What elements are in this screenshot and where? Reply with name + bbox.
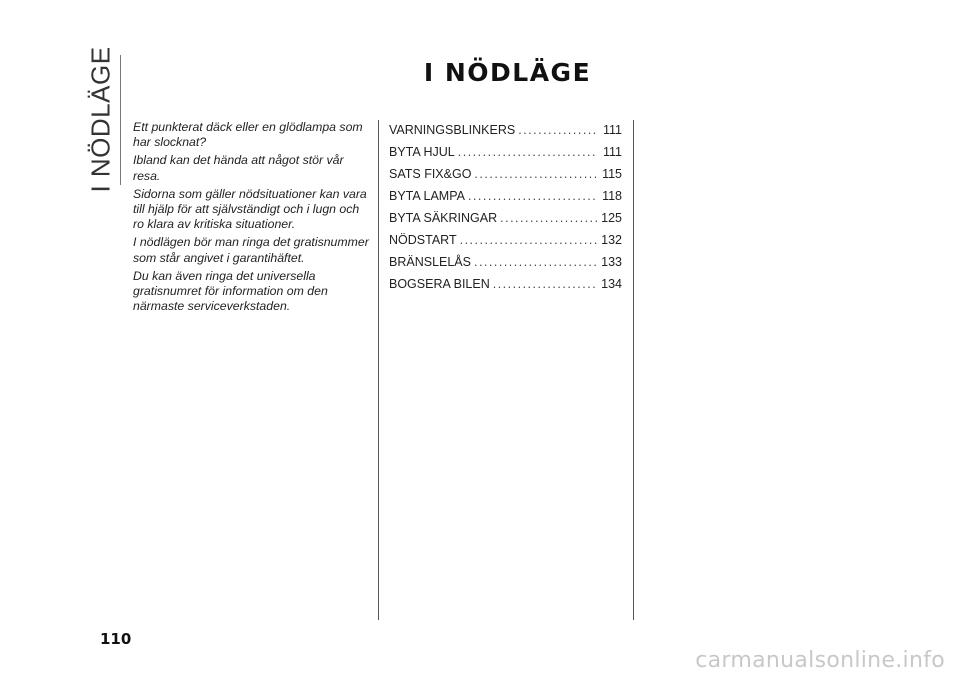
intro-paragraph: Sidorna som gäller nödsituationer kan vara till hjälp för att självständigt och i lugn och ro klara av kritiska situationer. [133,186,367,232]
toc-entry-label: SATS FIX&GO [389,167,472,181]
toc-entry-page: 118 [602,189,622,203]
toc-entry-label: BOGSERA BILEN [389,277,490,291]
section-side-tab-label: I NÖDLÄGE [85,45,116,193]
section-side-tab [85,45,116,193]
toc-leader-dots [493,277,597,291]
toc-entry-page: 134 [601,277,622,291]
toc-entry-bogsera-bilen[interactable] [389,277,622,299]
intro-paragraph: Ett punkterat däck eller en glödlampa som har slocknat? [133,120,363,150]
toc-entry-varningsblinkers[interactable] [389,123,622,145]
toc-entry-sats-fix-go[interactable] [389,167,622,189]
toc-entry-page: 132 [601,233,622,247]
toc-entry-label: VARNINGSBLINKERS [389,123,516,137]
toc-leader-dots [518,123,597,137]
intro-paragraph: I nödlägen bör man ringa det gratisnummer som står angivet i garantihäftet. [133,235,369,265]
toc-entry-byta-hjul[interactable] [389,145,622,167]
toc-entry-page: 115 [602,167,622,181]
intro-text [133,120,373,317]
toc-entry-label: BYTA SÄKRINGAR [389,211,498,225]
toc-entry-byta-sakringar[interactable] [389,211,622,233]
watermark: carmanualsonline.info [695,648,945,673]
toc-entry-page: 111 [602,123,622,137]
column-divider-left [378,120,379,620]
toc-leader-dots [474,167,597,181]
toc-leader-dots [458,145,597,159]
toc-leader-dots [460,233,597,247]
column-divider-right [633,120,634,620]
toc-entry-label: NÖDSTART [389,233,457,247]
toc-entry-page: 111 [602,145,622,159]
toc-entry-page: 133 [601,255,622,269]
toc-entry-nodstart[interactable] [389,233,622,255]
side-tab-divider [120,55,121,185]
toc-entry-byta-lampa[interactable] [389,189,622,211]
toc-leader-dots [500,211,597,225]
intro-paragraph: Du kan även ringa det universella gratisnumret för information om den närmaste serviceverkstaden. [133,268,328,314]
toc-leader-dots [468,189,597,203]
toc-leader-dots [474,255,597,269]
toc-entry-label: BRÄNSLELÅS [389,255,471,269]
toc-entry-label: BYTA HJUL [389,145,455,159]
toc-entry-label: BYTA LAMPA [389,189,465,203]
chapter-title: I NÖDLÄGE [423,58,592,87]
toc-entry-branslelas[interactable] [389,255,622,277]
intro-paragraph: Ibland kan det hända att något stör vår resa. [133,153,344,183]
page-number: 110 [100,630,132,648]
table-of-contents [389,123,622,299]
toc-entry-page: 125 [601,211,622,225]
